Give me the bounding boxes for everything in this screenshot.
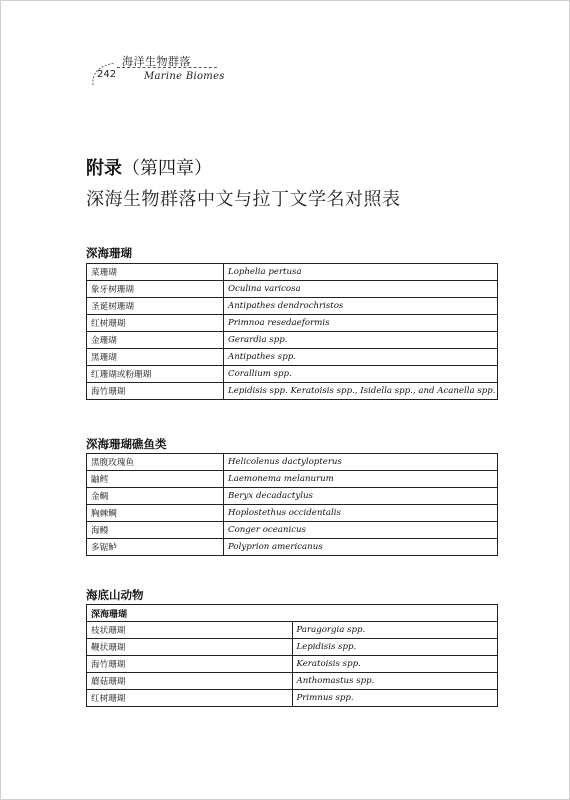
table-row xyxy=(87,656,498,673)
appendix-subtitle: 深海生物群落中文与拉丁文学名对照表 xyxy=(86,189,401,210)
chinese-name: 海竹珊瑚 xyxy=(87,656,293,673)
chinese-name: 鼬鳕 xyxy=(87,471,224,488)
section-heading-deep-sea-coral: 深海珊瑚 xyxy=(86,246,132,260)
table-subheading: 深海珊瑚 xyxy=(87,605,498,622)
chapter-reference: （第四章） xyxy=(122,158,212,179)
chinese-name: 海鳗 xyxy=(87,522,224,539)
chinese-name: 黑珊瑚 xyxy=(87,349,224,366)
latin-name: Oculina varicosa xyxy=(224,281,498,298)
section-heading-coral-reef-fish: 深海珊瑚礁鱼类 xyxy=(86,437,167,451)
chinese-name: 鞭状珊瑚 xyxy=(87,639,293,656)
chinese-name: 圣诞树珊瑚 xyxy=(87,298,224,315)
table-row xyxy=(87,366,498,383)
chinese-name: 胸棘鲷 xyxy=(87,505,224,522)
latin-name: Paragorgia spp. xyxy=(292,622,498,639)
latin-name: Beryx decadactylus xyxy=(224,488,498,505)
deep-sea-coral-table xyxy=(86,263,498,400)
latin-name: Laemonema melanurum xyxy=(224,471,498,488)
chinese-name: 多锯鲈 xyxy=(87,539,224,556)
latin-name: Anthomastus spp. xyxy=(292,673,498,690)
table-row xyxy=(87,522,498,539)
latin-name: Polyprion americanus xyxy=(224,539,498,556)
latin-name: Primnoa resedaeformis xyxy=(224,315,498,332)
chinese-name: 枝状珊瑚 xyxy=(87,622,293,639)
table-row xyxy=(87,488,498,505)
table-row xyxy=(87,622,498,639)
table-row xyxy=(87,315,498,332)
table-row xyxy=(87,639,498,656)
table-row xyxy=(87,454,498,471)
latin-name: Antipathes dendrochristos xyxy=(224,298,498,315)
running-header-subtitle: Marine Biomes xyxy=(144,71,225,82)
latin-name: Keratoisis spp. xyxy=(292,656,498,673)
latin-name: Helicolenus dactylopterus xyxy=(224,454,498,471)
coral-reef-fish-table xyxy=(86,453,498,556)
table-row xyxy=(87,281,498,298)
latin-name: Lophelia pertusa xyxy=(224,264,498,281)
page-number: 242 xyxy=(97,69,117,80)
latin-name: Lepidisis spp. xyxy=(292,639,498,656)
table-row xyxy=(87,264,498,281)
latin-name: Primnus spp. xyxy=(292,690,498,707)
table-row xyxy=(87,349,498,366)
table-row xyxy=(87,471,498,488)
chinese-name: 金鲷 xyxy=(87,488,224,505)
latin-name: Corallium spp. xyxy=(224,366,498,383)
chinese-name: 红树珊瑚 xyxy=(87,690,293,707)
table-row xyxy=(87,383,498,400)
appendix-label: 附录 xyxy=(86,158,122,179)
table-row xyxy=(87,505,498,522)
latin-name: Antipathes spp. xyxy=(224,349,498,366)
latin-name: Conger oceanicus xyxy=(224,522,498,539)
chinese-name: 菜珊瑚 xyxy=(87,264,224,281)
table-row xyxy=(87,332,498,349)
section-heading-seamount-animals: 海底山动物 xyxy=(86,588,144,602)
table-subheader-row xyxy=(87,605,498,622)
appendix-title xyxy=(86,154,212,180)
table-row xyxy=(87,690,498,707)
chinese-name: 海竹珊瑚 xyxy=(87,383,224,400)
seamount-animals-table xyxy=(86,604,498,707)
chinese-name: 象牙树珊瑚 xyxy=(87,281,224,298)
table-row xyxy=(87,673,498,690)
latin-name: Lepidisis spp. Keratoisis spp., Isidella spp., and Acanella spp. xyxy=(224,383,498,400)
header-divider xyxy=(117,67,217,68)
chinese-name: 金珊瑚 xyxy=(87,332,224,349)
chinese-name: 蘑菇珊瑚 xyxy=(87,673,293,690)
running-header-title: 海洋生物群落 xyxy=(122,55,191,68)
chinese-name: 红树珊瑚 xyxy=(87,315,224,332)
chinese-name: 红珊瑚或粉珊瑚 xyxy=(87,366,224,383)
latin-name: Gerardia spp. xyxy=(224,332,498,349)
chinese-name: 黑腹玫瑰鱼 xyxy=(87,454,224,471)
latin-name: Hoplostethus occidentalis xyxy=(224,505,498,522)
table-row xyxy=(87,539,498,556)
table-row xyxy=(87,298,498,315)
